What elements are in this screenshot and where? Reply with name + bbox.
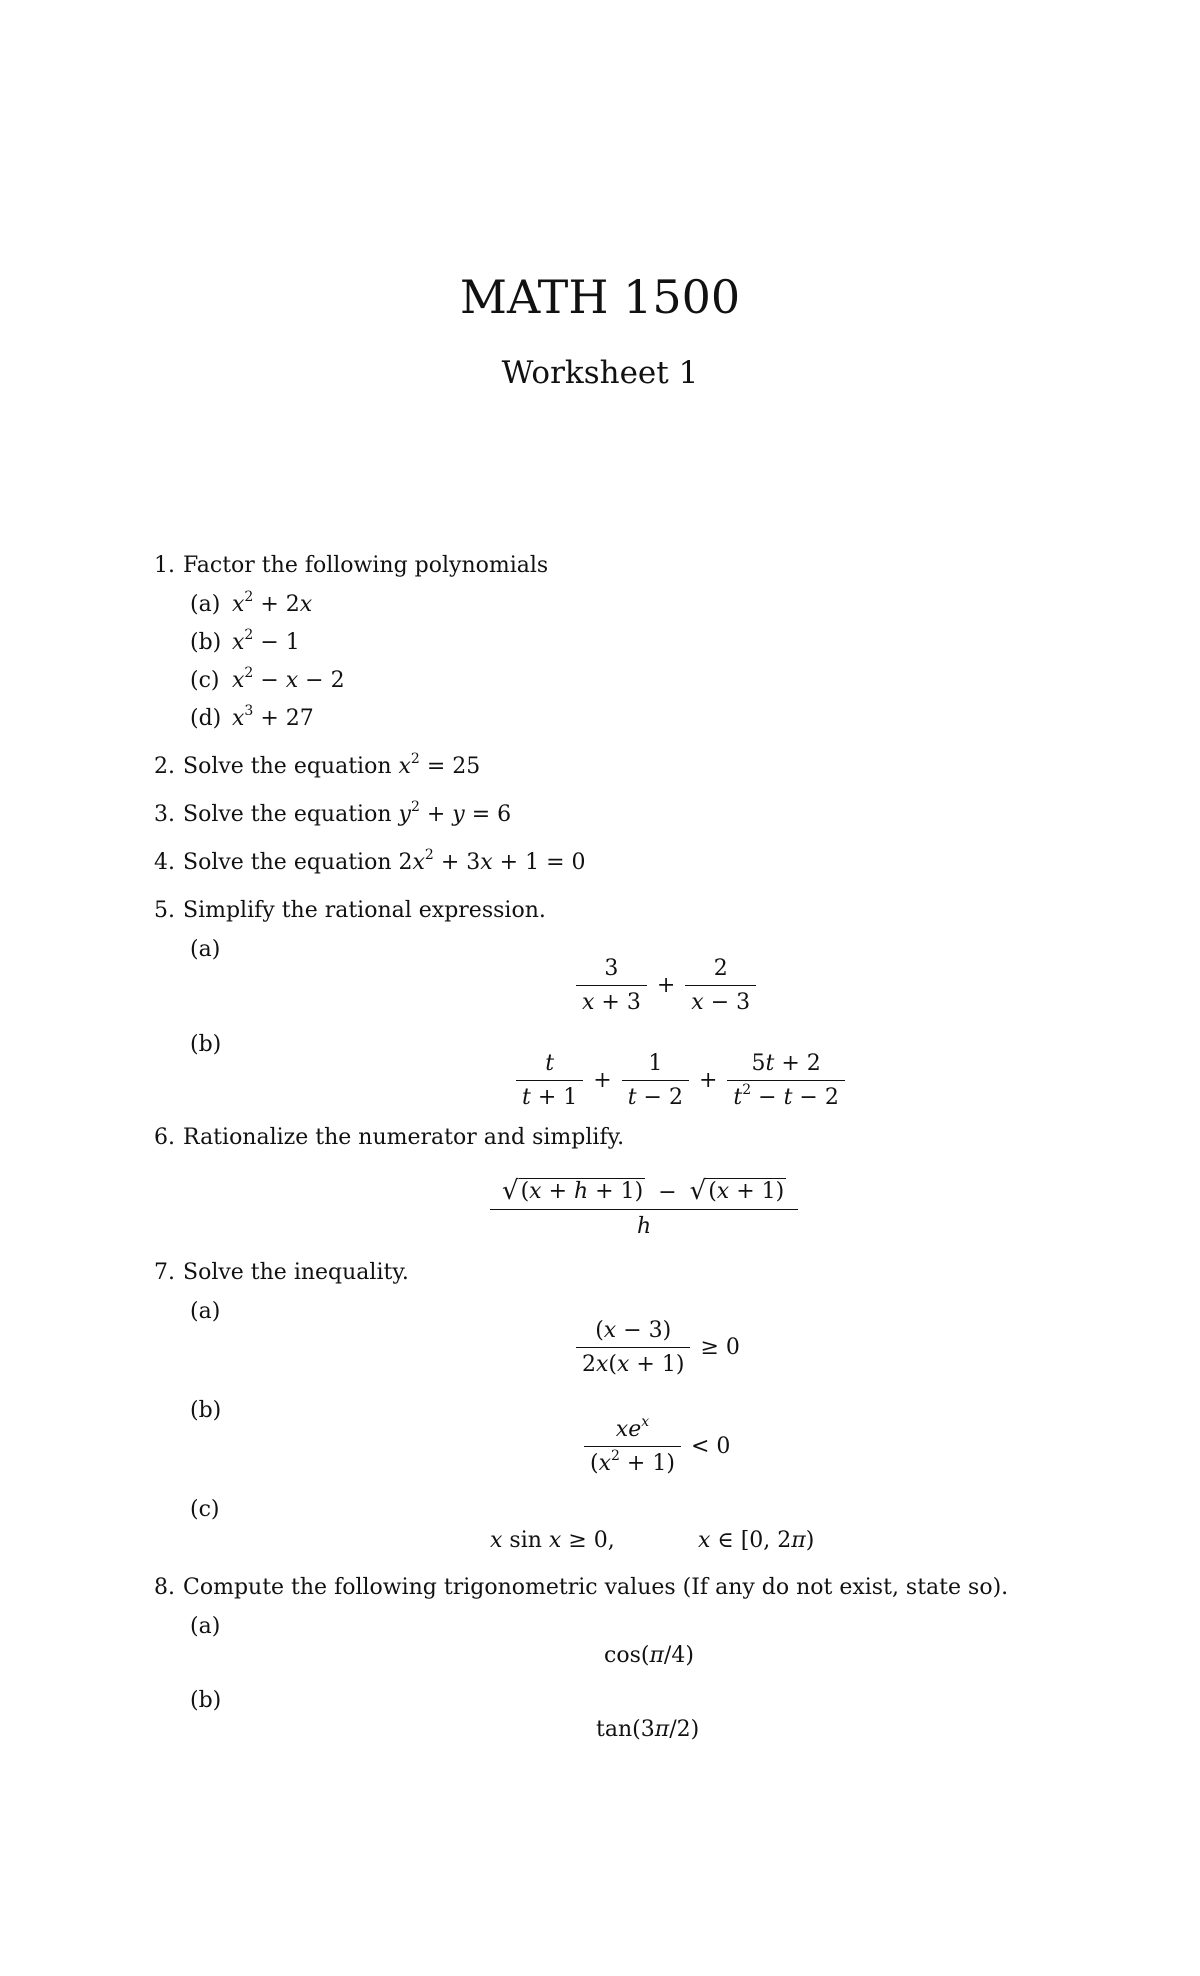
question-1a: (a) $x^2 + 2x$ <box>190 589 313 617</box>
question-8a-expression: cos(π/4) <box>604 1643 694 1668</box>
question-7c-domain: x ∈ [0, 2π) <box>698 1528 815 1553</box>
question-3: 3. Solve the equation $y^2 + y = 6$ <box>154 799 512 827</box>
page-title: MATH 1500 <box>459 270 741 324</box>
question-1: 1. Factor the following polynomials <box>154 553 549 578</box>
question-7a-label: (a) <box>190 1299 221 1324</box>
question-1b: (b) $x^2 - 1$ <box>190 627 300 655</box>
question-1c: (c) $x^2 - x - 2$ <box>190 665 345 693</box>
question-2: 2. Solve the equation $x^2 = 25$ <box>154 751 481 779</box>
page-subtitle: Worksheet 1 <box>501 355 699 391</box>
question-8b-expression: tan(3π/2) <box>596 1717 700 1742</box>
question-7b-label: (b) <box>190 1398 222 1423</box>
question-8a-label: (a) <box>190 1614 221 1639</box>
question-5a-label: (a) <box>190 937 221 962</box>
question-6-expression: √ (x + h + 1) − √ (x + 1) h <box>492 1178 796 1239</box>
question-5a-expression: $\frac{3}{x + 3}$ + $\frac{2}{x - 3}$ <box>572 956 760 1015</box>
question-7c-label: (c) <box>190 1497 220 1522</box>
question-8: 8. Compute the following trigonometric values (If any do not exist, state so). <box>154 1575 1009 1600</box>
question-5: 5. Simplify the rational expression. <box>154 898 546 923</box>
question-4: 4. Solve the equation $2x^2 + 3x + 1 = 0$ <box>154 847 586 875</box>
question-7a-expression: $\frac{(x - 3)}{2x(x + 1)}$ ≥ 0 <box>572 1318 746 1377</box>
question-6: 6. Rationalize the numerator and simplify. <box>154 1125 625 1150</box>
question-5b-label: (b) <box>190 1032 222 1057</box>
question-1d: (d) $x^3 + 27$ <box>190 703 314 731</box>
question-5b-expression: $\frac{t}{t + 1}$ + $\frac{1}{t - 2}$ + $\frac{5t + 2}{t^2 - t - 2}$ <box>512 1051 849 1110</box>
question-7: 7. Solve the inequality. <box>154 1260 409 1285</box>
question-8b-label: (b) <box>190 1688 222 1713</box>
question-7c-expression: x sin x ≥ 0, <box>490 1528 615 1553</box>
question-7b-expression: $\frac{xe^x}{(x^2 + 1)}$ < 0 <box>580 1417 736 1476</box>
